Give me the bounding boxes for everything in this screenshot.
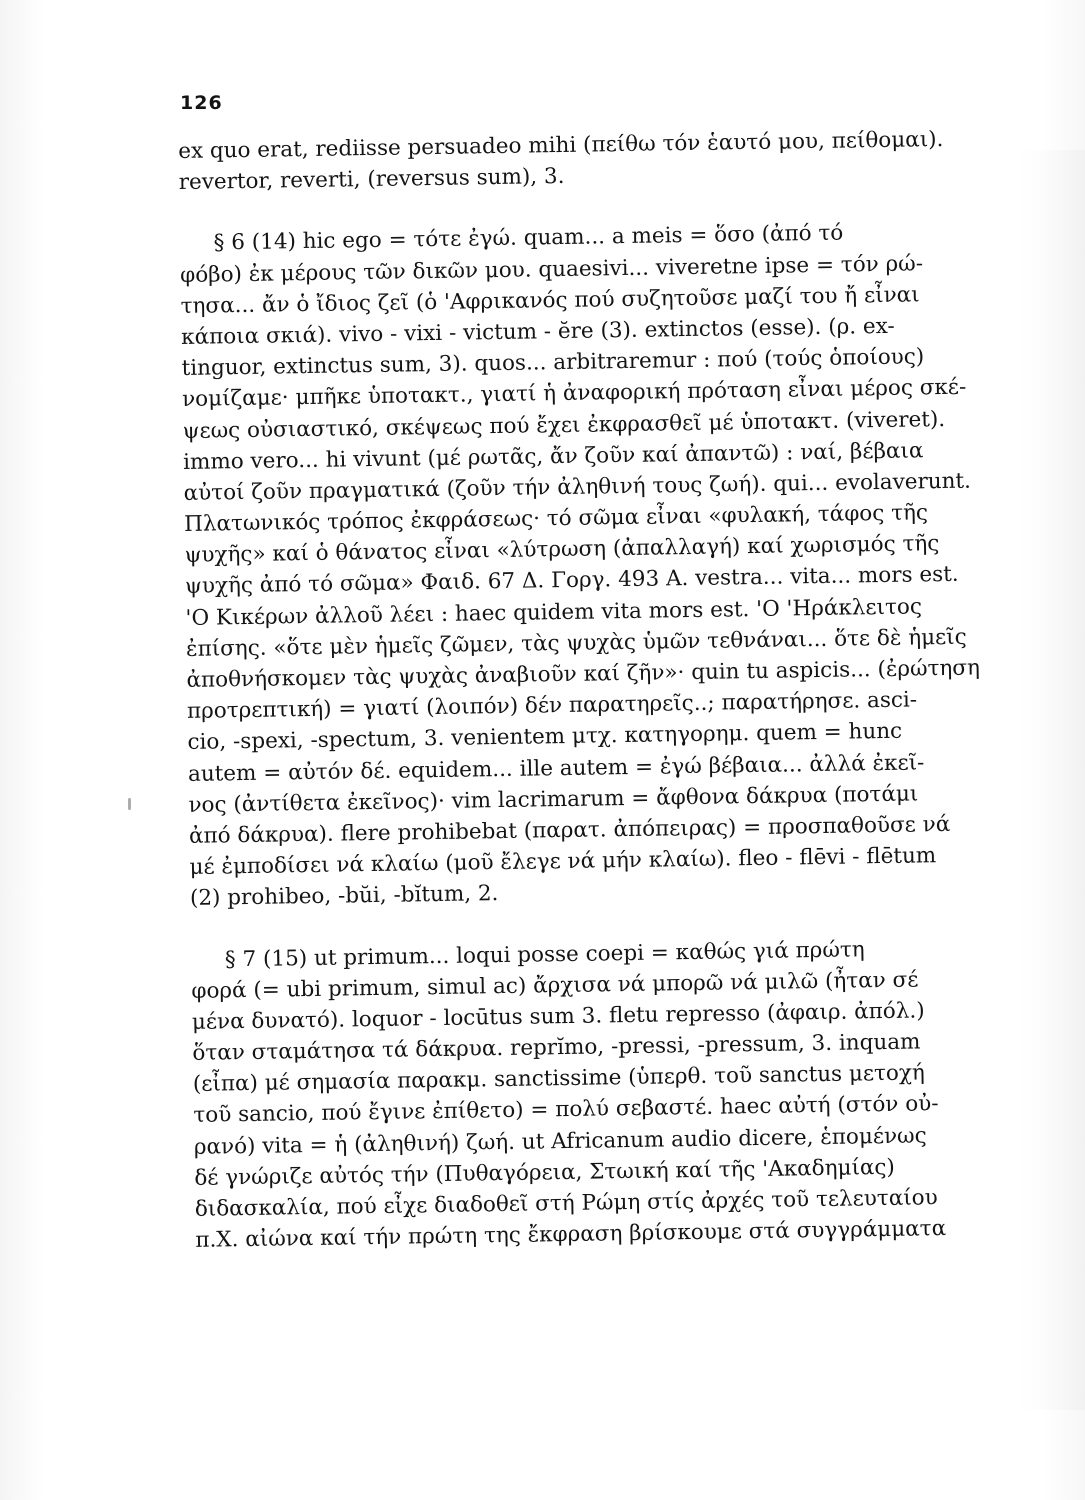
section-heading-line: § 7 (15) ut primum... loqui posse coepi = καθώς γιά πρώτη xyxy=(224,936,865,972)
text-line: Πλατωνικός τρόπος ἐκφράσεως· τό σῶμα εἶναι «φυλακή, τάφος τῆς xyxy=(183,500,929,538)
text-line: cio, -spexi, -spectum, 3. venientem μτχ. κατηγορημ. quem = hunc xyxy=(187,719,903,756)
text-line: (2) prohibeo, -bŭi, -bĭtum, 2. xyxy=(189,881,499,912)
paragraph-section-6 xyxy=(179,215,1060,915)
text-line: φόβο) ἐκ μέρους τῶν δικῶν μου. quaesivi... viveretne ipse = τόν ρώ- xyxy=(179,250,924,288)
text-line: αὐτοί ζοῦν πραγματικά (ζοῦν τήν ἀληθινή τους ζωή). qui... evolaverunt. xyxy=(183,468,972,506)
text-line: ἐπίσης. «ὅτε μὲν ἡμεῖς ζῶμεν, τὰς ψυχὰς ὑμῶν τεθνάναι... ὅτε δὲ ἡμεῖς xyxy=(185,624,967,662)
text-line: προτρεπτική) = γιατί (λοιπόν) δέν παρατηρεῖς..; παρατήρησε. asci- xyxy=(186,687,918,725)
text-line: μέ ἐμποδίσει νά κλαίω (μοῦ ἔλεγε νά μήν κλαίω). fleo - flēvi - flētum xyxy=(189,843,937,881)
text-line: tinguor, extinctus sum, 3). quos... arbitraremur : πού (τούς ὁποίους) xyxy=(181,344,925,382)
text-line: immo vero... hi vivunt (μέ ρωτᾶς, ἄν ζοῦν καί ἀπαντῶ) : ναί, βέβαια xyxy=(182,438,924,475)
text-line: φορά (= ubi primum, simul ac) ἄρχισα νά μπορῶ νά μιλῶ (ἦταν σέ xyxy=(191,967,919,1004)
text-line: δέ γνώριζε αὐτός τήν (Πυθαγόρεια, Στωική καί τῆς 'Ακαδημίας) xyxy=(194,1154,896,1191)
commentary-text xyxy=(178,122,1065,1256)
text-line: νος (ἀντίθετα ἐκεῖνος)· vim lacrimarum = ἄφθονα δάκρυα (ποτάμι xyxy=(188,781,919,818)
text-line: διδασκαλία, πού εἶχε διαδοθεῖ στή Ρώμη στίς ἀρχές τοῦ τελευταίου xyxy=(194,1185,938,1222)
text-line: autem = αὐτόν δέ. equidem... ille autem = ἐγώ βέβαια... ἀλλά ἐκεῖ- xyxy=(187,749,925,787)
text-line: ψυχῆς» καί ὁ θάνατος εἶναι «λύτρωση (ἀπαλλαγή) καί χωρισμός τῆς xyxy=(184,531,940,569)
text-line: ρανό) vita = ἡ (ἀληθινή) ζωή. ut Africanum audio dicere, ἑπομένως xyxy=(193,1122,927,1160)
text-line: ἀποθνήσκομεν τὰς ψυχὰς ἀναβιοῦν καί ζῆν»· quin tu aspicis... (ἐρώτηση xyxy=(186,655,981,693)
text-line: τοῦ sancio, πού ἔγινε ἐπίθετο) = πολύ σεβαστέ. haec αὐτή (στόν οὐ- xyxy=(193,1091,939,1129)
text-line: νομίζαμε· μπῆκε ὑποτακτ., γιατί ἡ ἀναφορική πρόταση εἶναι μέρος σκέ- xyxy=(181,374,967,413)
text-line: π.Χ. αἰώνα καί τήν πρώτη της ἔκφραση βρίσκουμε στά συγγράμματα xyxy=(195,1216,947,1254)
text-line: ex quo erat, rediisse persuadeo mihi (πείθω τόν ἑαυτό μου, πείθομαι). xyxy=(178,126,944,164)
text-line: ψυχῆς ἀπό τό σῶμα» Φαιδ. 67 Δ. Γοργ. 493 Α. vestra... vita... mors est. xyxy=(184,562,959,600)
paragraph-section-7 xyxy=(191,931,1066,1257)
text-line: ψεως οὐσιαστικό, σκέψεως πού ἔχει ἐκφρασθεῖ μέ ὑποτακτ. (viveret). xyxy=(182,406,946,444)
paragraph-1 xyxy=(178,122,1049,198)
scan-speck xyxy=(128,798,131,810)
page-number: 126 xyxy=(180,92,223,114)
text-line: (εἶπα) μέ σημασία παρακμ. sanctissime (ὑπερθ. τοῦ sanctus μετοχή xyxy=(192,1060,926,1098)
text-line: revertor, reverti, (reversus sum), 3. xyxy=(178,164,565,196)
text-line: ἀπό δάκρυα). flere prohibebat (παρατ. ἀπόπειρας) = προσπαθοῦσε νά xyxy=(188,811,951,849)
text-line: τησα... ἄν ὁ ἴδιος ζεῖ (ὁ 'Αφρικανός πού συζητοῦσε μαζί του ἤ εἶναι xyxy=(180,282,920,319)
text-line: ὅταν σταμάτησα τά δάκρυα. reprĭmo, -pressi, -pressum, 3. inquam xyxy=(192,1029,921,1066)
text-line: 'Ο Κικέρων ἀλλοῦ λέει : haec quidem vita mors est. 'Ο 'Ηράκλειτος xyxy=(185,594,923,631)
text-line: μένα δυνατό). loquor - locūtus sum 3. fletu represso (ἀφαιρ. ἀπόλ.) xyxy=(191,998,925,1035)
text-line: κάποια σκιά). vivo - vixi - victum - ĕre (3). extinctos (esse). (ρ. ex- xyxy=(180,313,895,350)
section-heading-line: § 6 (14) hic ego = τότε ἐγώ. quam... a meis = ὅσο (ἀπό τό xyxy=(213,220,844,256)
